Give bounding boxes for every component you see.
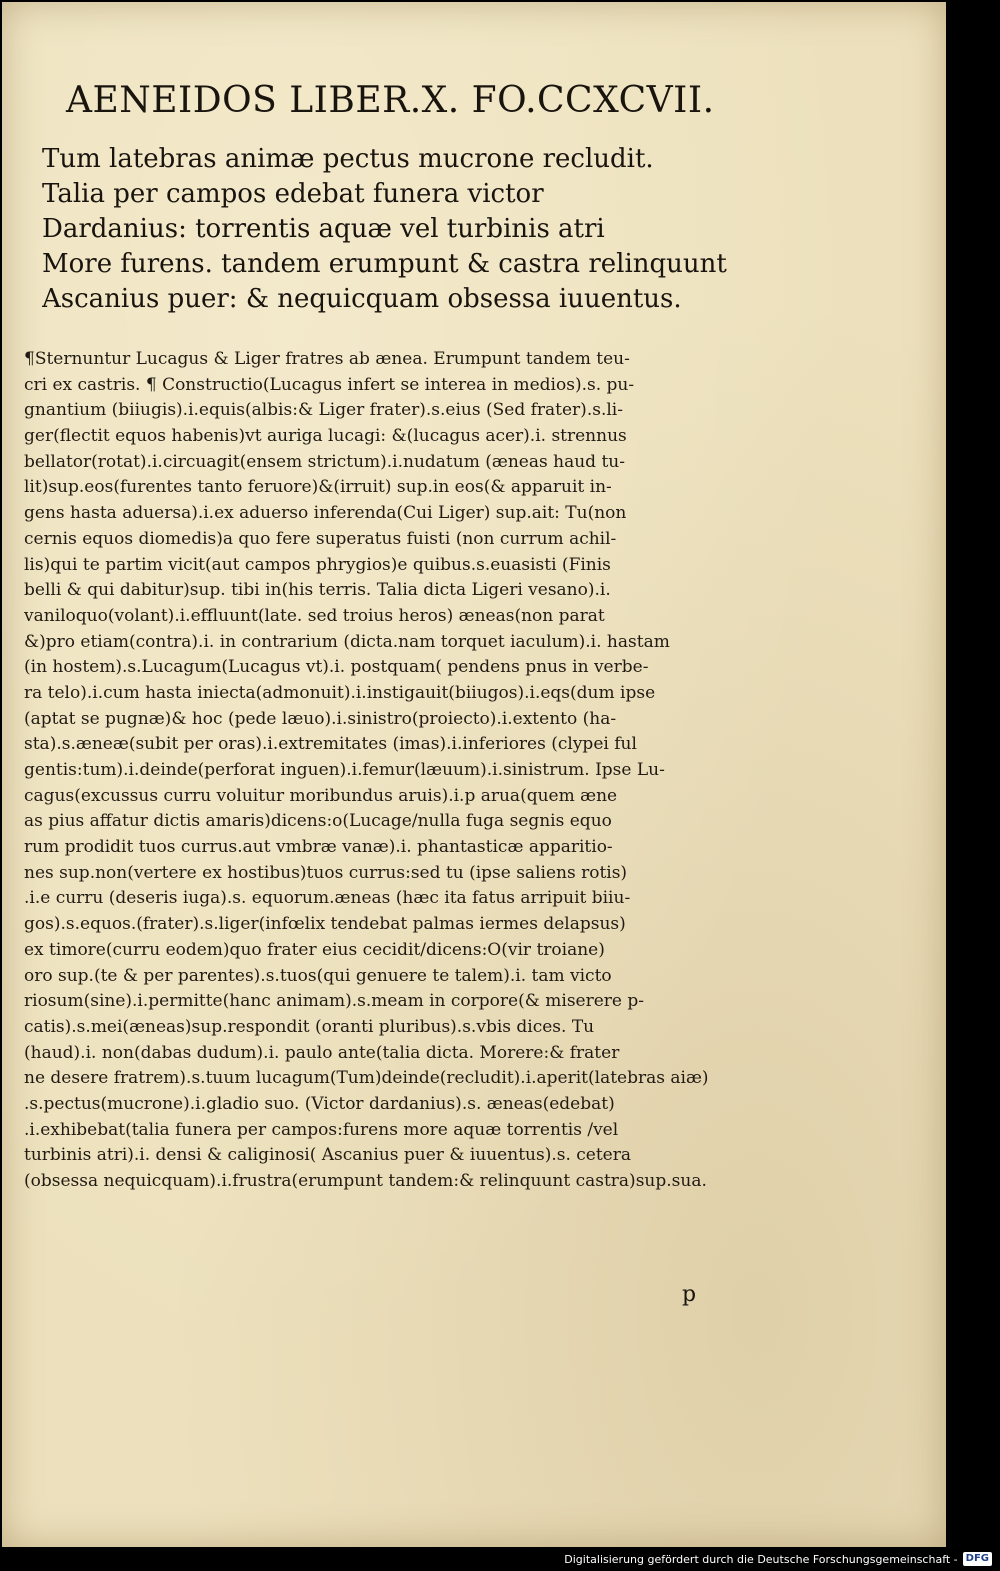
commentary-line: nes sup.non(vertere ex hostibus)tuos currus:sed tu (ipse saliens rotis) bbox=[24, 862, 628, 883]
commentary-line: gos).s.equos.(frater).s.liger(infœlix tendebat palmas iermes delapsus) bbox=[24, 914, 626, 935]
commentary-line: .s.pectus(mucrone).i.gladio suo. (Victor dardanius).s. æneas(edebat) bbox=[24, 1093, 615, 1114]
dfg-funding-footer bbox=[564, 1550, 992, 1568]
commentary-line: .i.exhibebat(talia funera per campos:furens more aquæ torrentis /vel bbox=[24, 1119, 619, 1140]
commentary-line: as pius affatur dictis amaris)dicens:o(Lucage/nulla fuga segnis equo bbox=[24, 811, 612, 832]
commentary-line: cagus(excussus curru voluitur moribundus aruis).i.p arua(quem æne bbox=[24, 785, 618, 806]
commentary-line: gentis:tum).i.deinde(perforat inguen).i.femur(læuum).i.sinistrum. Ipse Lu- bbox=[24, 760, 665, 780]
verse-block bbox=[42, 142, 922, 317]
commentary-line: cernis equos diomedis)a quo fere superatus fuisti (non currum achil- bbox=[24, 528, 617, 549]
commentary-line: (obsessa nequicquam).i.frustra(erumpunt tandem:& relinquunt castra)sup.sua. bbox=[24, 1171, 707, 1191]
commentary-line: &)pro etiam(contra).i. in contrarium (dicta.nam torquet iaculum).i. hastam bbox=[24, 631, 670, 652]
commentary-line: gnantium (biiugis).i.equis(albis:& Liger frater).s.eius (Sed frater).s.li- bbox=[24, 400, 623, 421]
commentary-line: (haud).i. non(dabas dudum).i. paulo ante(talia dicta. Morere:& frater bbox=[24, 1042, 620, 1063]
commentary-line: ne desere fratrem).s.tuum lucagum(Tum)deinde(recludit).i.aperit(latebras aiæ) bbox=[24, 1068, 709, 1089]
commentary-line: (aptat se pugnæ)& hoc (pede læuo).i.sinistro(proiecto).i.extento (ha- bbox=[24, 708, 617, 729]
commentary-line: cri ex castris. ¶ Constructio(Lucagus infert se interea in medios).s. pu- bbox=[24, 374, 635, 395]
commentary-line: vaniloquo(volant).i.effluunt(late. sed troius heros) æneas(non parat bbox=[24, 605, 605, 626]
commentary-line: lit)sup.eos(furentes tanto feruore)&(irruit) sup.in eos(& apparuit in- bbox=[24, 477, 612, 498]
commentary-line: ¶Sternuntur Lucagus & Liger fratres ab ænea. Erumpunt tandem teu- bbox=[24, 349, 630, 369]
commentary-line: turbinis atri).i. densi & caliginosi( Ascanius puer & iuuentus).s. cetera bbox=[24, 1145, 632, 1166]
commentary-line: sta).s.æneæ(subit per oras).i.extremitates (imas).i.inferiores (clypei ful bbox=[24, 734, 637, 755]
verse-line: More furens. tandem erumpunt & castra relinquunt bbox=[42, 249, 727, 279]
running-head: AENEIDOS LIBER.X. FO.CCXCVII. bbox=[66, 80, 715, 121]
commentary-line: oro sup.(te & per parentes).s.tuos(qui genuere te talem).i. tam victo bbox=[24, 965, 612, 986]
commentary-line: ra telo).i.cum hasta iniecta(admonuit).i.instigauit(biiugos).i.eqs(dum ipse bbox=[24, 682, 656, 703]
footer-text: Digitalisierung gefördert durch die Deutsche Forschungsgemeinschaft - bbox=[564, 1552, 958, 1566]
commentary-block bbox=[24, 347, 924, 1195]
commentary-line: bellator(rotat).i.circuagit(ensem strictum).i.nudatum (æneas haud tu- bbox=[24, 451, 625, 472]
commentary-line: rum prodidit tuos currus.aut vmbræ vanæ).i. phantasticæ apparitio- bbox=[24, 837, 613, 858]
book-page bbox=[2, 2, 946, 1547]
commentary-line: belli & qui dabitur)sup. tibi in(his terris. Talia dicta Ligeri vesano).i. bbox=[24, 580, 611, 601]
commentary-line: lis)qui te partim vicit(aut campos phrygios)e quibus.s.euasisti (Finis bbox=[24, 554, 611, 575]
signature-mark: p bbox=[682, 1282, 697, 1307]
commentary-line: (in hostem).s.Lucagum(Lucagus vt).i. postquam( pendens pnus in verbe- bbox=[24, 657, 649, 678]
dfg-logo: DFG bbox=[963, 1552, 992, 1566]
verse-line: Talia per campos edebat funera victor bbox=[42, 179, 544, 209]
verse-line: Tum latebras animæ pectus mucrone recludit. bbox=[42, 144, 654, 174]
commentary-line: catis).s.mei(æneas)sup.respondit (oranti pluribus).s.vbis dices. Tu bbox=[24, 1016, 595, 1037]
verse-line: Dardanius: torrentis aquæ vel turbinis atri bbox=[42, 214, 605, 244]
commentary-line: gens hasta aduersa).i.ex aduerso inferenda(Cui Liger) sup.ait: Tu(non bbox=[24, 503, 627, 524]
commentary-line: .i.e curru (deseris iuga).s. equorum.æneas (hæc ita fatus arripuit biiu- bbox=[24, 888, 631, 909]
commentary-line: riosum(sine).i.permitte(hanc animam).s.meam in corpore(& miserere p- bbox=[24, 991, 645, 1012]
verse-line: Ascanius puer: & nequicquam obsessa iuuentus. bbox=[42, 284, 682, 314]
commentary-line: ex timore(curru eodem)quo frater eius cecidit/dicens:O(vir troiane) bbox=[24, 939, 605, 960]
commentary-line: ger(flectit equos habenis)vt auriga lucagi: &(lucagus acer).i. strennus bbox=[24, 426, 627, 447]
